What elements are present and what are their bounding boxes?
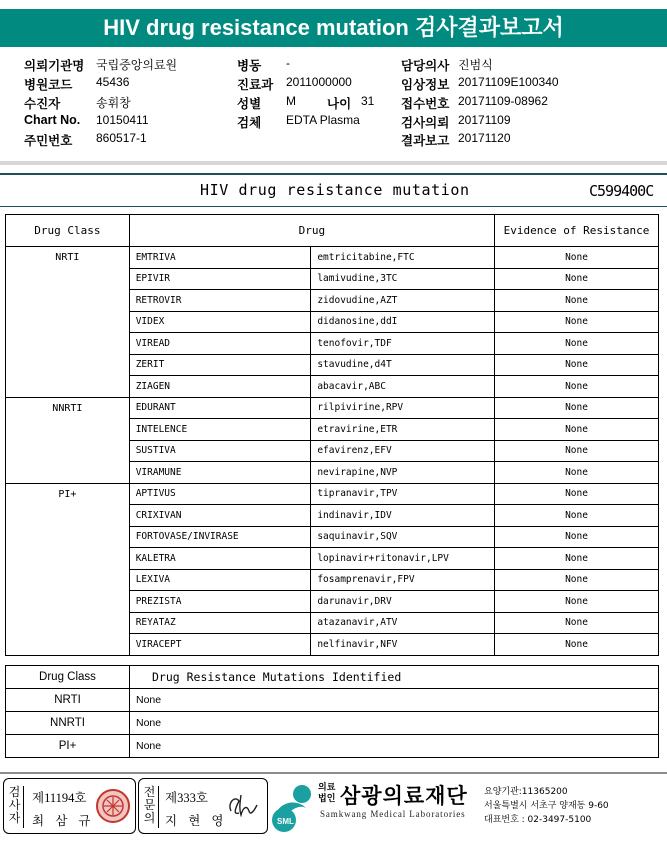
drug-class-cell: NRTI xyxy=(6,247,130,398)
col-header-mutations: Drug Resistance Mutations Identified xyxy=(130,666,659,689)
institution-label: 의뢰기관명 xyxy=(24,59,85,73)
report-date-label: 결과보고 xyxy=(401,134,450,148)
examiner-label: 검 사 자 xyxy=(6,786,24,828)
divider xyxy=(0,206,667,207)
table-row xyxy=(6,483,659,505)
drug-class-cell: PI+ xyxy=(6,483,130,655)
divider xyxy=(0,772,667,774)
evidence-cell: None xyxy=(495,526,659,548)
official-seal-icon xyxy=(94,787,132,825)
specimen-label: 검체 xyxy=(237,116,262,130)
evidence-cell: None xyxy=(495,440,659,462)
drug-generic-cell: nevirapine,NVP xyxy=(311,462,495,484)
drug-brand-cell: VIRACEPT xyxy=(129,634,311,656)
drug-generic-cell: saquinavir,SQV xyxy=(311,526,495,548)
drug-generic-cell: stavudine,d4T xyxy=(311,354,495,376)
drug-brand-cell: ZERIT xyxy=(129,354,311,376)
mutation-value-cell: None xyxy=(130,712,659,735)
specialist-license: 제333호 xyxy=(165,791,208,805)
drug-brand-cell: VIDEX xyxy=(129,311,311,333)
evidence-cell: None xyxy=(495,419,659,441)
evidence-cell: None xyxy=(495,634,659,656)
drug-generic-cell: efavirenz,EFV xyxy=(311,440,495,462)
examiner-name: 최 삼 규 xyxy=(32,814,95,828)
test-date-value: 20171109 xyxy=(458,113,511,127)
recipient-value: 송휘창 xyxy=(96,96,131,110)
mutation-class-cell: NNRTI xyxy=(6,712,130,735)
drug-brand-cell: SUSTIVA xyxy=(129,440,311,462)
drug-brand-cell: VIREAD xyxy=(129,333,311,355)
drug-generic-cell: fosamprenavir,FPV xyxy=(311,569,495,591)
signature-icon xyxy=(225,791,261,821)
divider xyxy=(0,161,667,165)
drug-resistance-table xyxy=(5,214,659,656)
report-footer xyxy=(0,772,667,843)
sml-logo-text: SML xyxy=(277,817,294,826)
evidence-cell: None xyxy=(495,268,659,290)
id-no-label: 주민번호 xyxy=(24,134,73,148)
receipt-value: 20171109-08962 xyxy=(458,94,548,108)
table-row xyxy=(6,247,659,269)
id-no-value: 860517-1 xyxy=(96,131,147,145)
report-date-value: 20171120 xyxy=(458,131,511,145)
drug-generic-cell: lopinavir+ritonavir,LPV xyxy=(311,548,495,570)
evidence-cell: None xyxy=(495,397,659,419)
drug-brand-cell: KALETRA xyxy=(129,548,311,570)
drug-generic-cell: tenofovir,TDF xyxy=(311,333,495,355)
test-date-label: 검사의뢰 xyxy=(401,116,450,130)
ward-value: - xyxy=(286,56,290,70)
patient-info xyxy=(0,52,667,152)
drug-generic-cell: tipranavir,TPV xyxy=(311,483,495,505)
chart-no-value: 10150411 xyxy=(96,113,149,127)
table-row xyxy=(6,735,659,758)
org-phone: 대표번호 : 02-3497-5100 xyxy=(484,815,592,825)
recipient-label: 수진자 xyxy=(24,97,61,111)
report-code: C599400C xyxy=(589,182,654,200)
age-label: 나이 xyxy=(327,97,352,111)
sex-value: M xyxy=(286,94,296,108)
dept-label: 진료과 xyxy=(237,78,274,92)
drug-generic-cell: darunavir,DRV xyxy=(311,591,495,613)
table-header-row xyxy=(6,215,659,247)
sex-label: 성별 xyxy=(237,97,262,111)
receipt-label: 접수번호 xyxy=(401,97,450,111)
org-prefix: 의료법인 xyxy=(318,783,336,804)
drug-generic-cell: emtricitabine,FTC xyxy=(311,247,495,269)
evidence-cell: None xyxy=(495,505,659,527)
evidence-cell: None xyxy=(495,591,659,613)
col-header-drug-class: Drug Class xyxy=(6,666,130,689)
table-row xyxy=(6,712,659,735)
drug-brand-cell: PREZISTA xyxy=(129,591,311,613)
drug-generic-cell: etravirine,ETR xyxy=(311,419,495,441)
hospital-code-label: 병원코드 xyxy=(24,78,73,92)
evidence-cell: None xyxy=(495,612,659,634)
table-row xyxy=(6,397,659,419)
drug-brand-cell: FORTOVASE/INVIRASE xyxy=(129,526,311,548)
drug-generic-cell: indinavir,IDV xyxy=(311,505,495,527)
mutation-table xyxy=(5,665,659,758)
clinical-value: 20171109E100340 xyxy=(458,75,559,89)
evidence-cell: None xyxy=(495,354,659,376)
institution-value: 국립중앙의료원 xyxy=(96,58,178,72)
evidence-cell: None xyxy=(495,462,659,484)
drug-brand-cell: LEXIVA xyxy=(129,569,311,591)
examiner-box xyxy=(3,778,136,834)
drug-brand-cell: CRIXIVAN xyxy=(129,505,311,527)
drug-brand-cell: RETROVIR xyxy=(129,290,311,312)
org-name: 삼광의료재단 xyxy=(340,784,468,808)
doctor-value: 진범식 xyxy=(458,58,493,72)
drug-class-cell: NNRTI xyxy=(6,397,130,483)
table-header-row xyxy=(6,666,659,689)
drug-generic-cell: nelfinavir,NFV xyxy=(311,634,495,656)
mutation-value-cell: None xyxy=(130,735,659,758)
sml-logo-icon xyxy=(270,780,318,832)
specialist-box xyxy=(138,778,268,834)
report-banner: HIV drug resistance mutation 검사결과보고서 xyxy=(0,9,667,47)
drug-brand-cell: VIRAMUNE xyxy=(129,462,311,484)
mutation-class-cell: PI+ xyxy=(6,735,130,758)
drug-brand-cell: INTELENCE xyxy=(129,419,311,441)
specialist-label: 전 문 의 xyxy=(141,786,159,828)
col-header-evidence: Evidence of Resistance xyxy=(495,215,659,247)
drug-generic-cell: zidovudine,AZT xyxy=(311,290,495,312)
mutation-class-cell: NRTI xyxy=(6,689,130,712)
age-value: 31 xyxy=(361,94,375,108)
evidence-cell: None xyxy=(495,376,659,398)
ward-label: 병동 xyxy=(237,59,262,73)
col-header-drug-class: Drug Class xyxy=(6,215,130,247)
evidence-cell: None xyxy=(495,290,659,312)
org-address: 서울특별시 서초구 양재동 9-60 xyxy=(484,801,609,811)
evidence-cell: None xyxy=(495,333,659,355)
table-row xyxy=(6,689,659,712)
drug-table-body xyxy=(6,247,659,656)
examiner-license: 제11194호 xyxy=(32,791,87,805)
drug-generic-cell: rilpivirine,RPV xyxy=(311,397,495,419)
evidence-cell: None xyxy=(495,247,659,269)
drug-brand-cell: EPIVIR xyxy=(129,268,311,290)
drug-brand-cell: EMTRIVA xyxy=(129,247,311,269)
drug-generic-cell: didanosine,ddI xyxy=(311,311,495,333)
specimen-value: EDTA Plasma xyxy=(286,113,360,127)
drug-brand-cell: ZIAGEN xyxy=(129,376,311,398)
dept-value: 2011000000 xyxy=(286,75,352,89)
org-english-name: Samkwang Medical Laboratories xyxy=(320,809,466,819)
mutation-value-cell: None xyxy=(130,689,659,712)
hospital-code-value: 45436 xyxy=(96,75,130,89)
clinical-label: 임상정보 xyxy=(401,78,450,92)
report-title: HIV drug resistance mutation xyxy=(200,181,470,199)
drug-brand-cell: APTIVUS xyxy=(129,483,311,505)
drug-generic-cell: lamivudine,3TC xyxy=(311,268,495,290)
drug-brand-cell: EDURANT xyxy=(129,397,311,419)
drug-generic-cell: abacavir,ABC xyxy=(311,376,495,398)
chart-no-label: Chart No. xyxy=(24,113,81,127)
evidence-cell: None xyxy=(495,483,659,505)
specialist-name: 지 현 영 xyxy=(165,814,228,828)
evidence-cell: None xyxy=(495,311,659,333)
drug-generic-cell: atazanavir,ATV xyxy=(311,612,495,634)
divider xyxy=(0,173,667,175)
evidence-cell: None xyxy=(495,569,659,591)
doctor-label: 담당의사 xyxy=(401,59,450,73)
drug-brand-cell: REYATAZ xyxy=(129,612,311,634)
evidence-cell: None xyxy=(495,548,659,570)
col-header-drug: Drug xyxy=(129,215,494,247)
org-code: 요양기관:11365200 xyxy=(484,787,568,797)
